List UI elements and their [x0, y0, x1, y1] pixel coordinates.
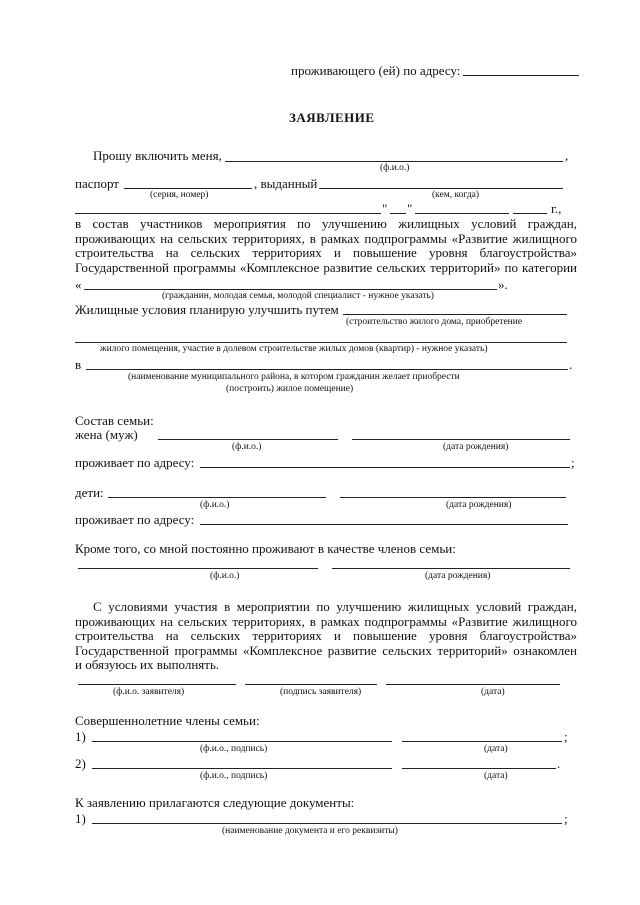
issue-day-field[interactable] [390, 213, 406, 214]
other-birth-hint: (дата рождения) [425, 571, 491, 581]
issue-month-field[interactable] [415, 213, 509, 214]
adult-2-end: . [557, 756, 561, 771]
document-hint: (наименование документа и его реквизиты) [222, 826, 398, 836]
body-line: в состав участников мероприятия по улучшению жилищных условий граждан, [75, 216, 577, 231]
improve-hint-2: жилого помещения, участие в долевом строительстве жилых домов (квартир) - нужное указать) [100, 344, 488, 354]
adult-1-fio-hint: (ф.и.о., подпись) [200, 744, 268, 754]
children-fio-hint: (ф.и.о.) [200, 500, 230, 510]
improve-method-field-2[interactable] [75, 342, 567, 343]
applicant-fio-field[interactable] [225, 161, 563, 162]
date-quote-open: " [382, 201, 388, 216]
other-birth-field[interactable] [332, 568, 570, 569]
date-quote-close: " [407, 201, 413, 216]
page-title: ЗАЯВЛЕНИЕ [289, 110, 375, 125]
adult-1-date-hint: (дата) [484, 744, 508, 754]
children-label: дети: [75, 485, 104, 500]
spouse-fio-field[interactable] [158, 439, 338, 440]
spouse-address-field[interactable] [200, 467, 570, 468]
adults-heading: Совершеннолетние члены семьи: [75, 713, 260, 728]
other-fio-hint: (ф.и.о.) [210, 571, 240, 581]
consent-line: Государственной программы «Комплексное развитие сельских территорий» ознакомлен [75, 642, 577, 658]
consent-line: строительства на сельских территориях и повышение уровня благоустройства» [75, 628, 577, 644]
body-line: Государственной программы «Комплексное развитие сельских территорий» по категории [75, 259, 577, 275]
passport-issuer-field[interactable] [319, 188, 563, 189]
consent-line: и обязуюсь их выполнять. [75, 657, 220, 673]
series-hint: (серия, номер) [150, 190, 209, 200]
district-field[interactable] [86, 369, 568, 370]
address-field[interactable] [463, 75, 579, 76]
district-hint-2: (построить) жилое помещение) [226, 384, 354, 394]
adult-2-fio-hint: (ф.и.о., подпись) [200, 771, 268, 781]
category-hint: (гражданин, молодая семья, молодой специалист - нужное указать) [162, 291, 434, 301]
district-hint-1: (наименование муниципального района, в котором гражданин желает приобрести [128, 372, 460, 382]
document-1-field[interactable] [92, 823, 562, 824]
adult-1-end: ; [564, 729, 568, 744]
year-suffix: г., [551, 201, 562, 216]
adult-2-fio-field[interactable] [92, 768, 392, 769]
improve-method-field[interactable] [343, 314, 567, 315]
adult-1-fio-field[interactable] [92, 741, 392, 742]
family-heading: Состав семьи: [75, 413, 154, 428]
in-label: в [75, 357, 82, 372]
applicant-date-hint: (дата) [481, 687, 505, 697]
comma: , [565, 148, 569, 163]
issued-label: , выданный [254, 176, 318, 191]
spouse-birth-field[interactable] [352, 439, 570, 440]
document-1-num: 1) [75, 811, 86, 826]
spouse-fio-hint: (ф.и.о.) [232, 442, 262, 452]
children-birth-hint: (дата рождения) [446, 500, 512, 510]
fio-hint: (ф.и.о.) [380, 163, 410, 173]
category-field[interactable] [84, 289, 497, 290]
consent-body [75, 600, 577, 673]
quote-open: « [75, 277, 82, 292]
applicant-sign-hint: (подпись заявителя) [280, 687, 362, 697]
applicant-signature-field[interactable] [245, 684, 377, 685]
consent-line: С условиями участия в мероприятии по улучшению жилищных условий граждан, [93, 599, 577, 614]
issue-year-field[interactable] [513, 213, 547, 214]
applicant-fio-sign-field[interactable] [78, 684, 236, 685]
adult-1-num: 1) [75, 729, 86, 744]
request-prompt: Прошу включить меня, [93, 148, 222, 163]
spouse-birth-hint: (дата рождения) [443, 442, 509, 452]
improve-hint-1: (строительство жилого дома, приобретение [346, 317, 523, 327]
spouse-lives-label: проживает по адресу: [75, 455, 195, 470]
adult-2-date-hint: (дата) [484, 771, 508, 781]
request-body [75, 217, 577, 275]
spouse-label: жена (муж) [75, 427, 138, 442]
adult-1-date-field[interactable] [402, 741, 562, 742]
spouse-address-end: ; [571, 455, 575, 470]
quote-close: ». [498, 277, 508, 292]
other-fio-field[interactable] [78, 568, 318, 569]
children-lives-label: проживает по адресу: [75, 512, 195, 527]
children-birth-field[interactable] [340, 497, 566, 498]
adult-2-num: 2) [75, 756, 86, 771]
documents-heading: К заявлению прилагаются следующие документы: [75, 795, 355, 810]
in-period: . [569, 357, 573, 372]
adult-2-date-field[interactable] [402, 768, 556, 769]
applicant-fio-hint: (ф.и.о. заявителя) [113, 687, 185, 697]
passport-label: паспорт [75, 176, 119, 191]
body-line: строительства на сельских территориях и повышение уровня благоустройства» [75, 245, 577, 261]
document-1-end: ; [564, 811, 568, 826]
address-label: проживающего (ей) по адресу: [291, 63, 461, 78]
issuer-hint: (кем, когда) [432, 190, 480, 200]
applicant-date-field[interactable] [386, 684, 560, 685]
passport-issuer-field-2[interactable] [75, 213, 381, 214]
consent-line: проживающих на сельских территориях, в рамках подпрограммы «Развитие жилищного [75, 613, 577, 629]
other-members-label: Кроме того, со мной постоянно проживают в качестве членов семьи: [75, 541, 456, 556]
body-line: проживающих на сельских территориях, в рамках подпрограммы «Развитие жилищного [75, 230, 577, 246]
children-address-field[interactable] [200, 524, 568, 525]
improve-label: Жилищные условия планирую улучшить путем [75, 302, 339, 317]
passport-number-field[interactable] [124, 188, 252, 189]
children-fio-field[interactable] [108, 497, 326, 498]
